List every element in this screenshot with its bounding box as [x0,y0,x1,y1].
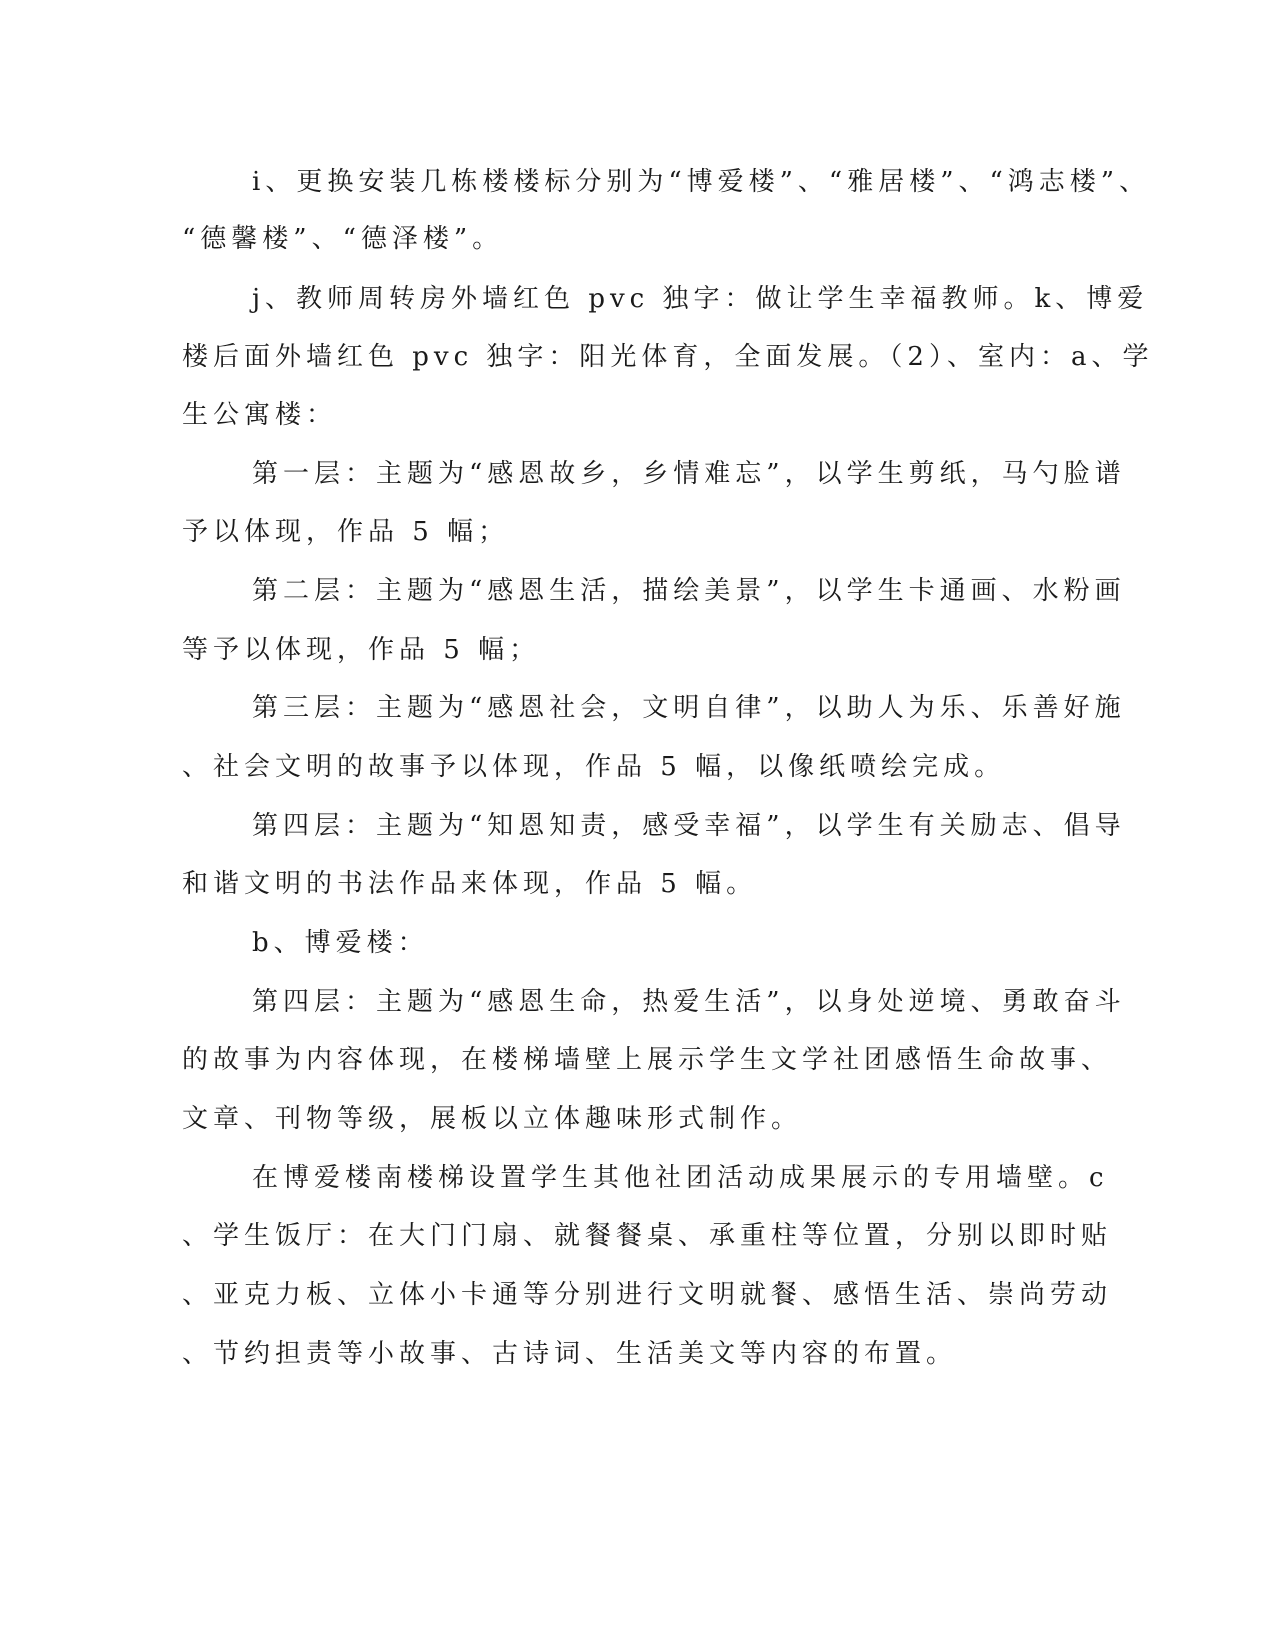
text-line: i、更换安装几栋楼楼标分别为“博爱楼”、“雅居楼”、“鸿志楼”、 [252,167,1151,197]
text-line: 文章、刊物等级，展板以立体趣味形式制作。 [182,1104,803,1134]
text-line: 生公寓楼： [182,400,338,430]
text-line: 予以体现，作品 5 幅； [182,517,510,547]
text-line: 第三层：主题为“感恩社会，文明自律”，以助人为乐、乐善好施 [252,693,1126,723]
text-line: 、节约担责等小故事、古诗词、生活美文等内容的布置。 [182,1339,958,1369]
text-line: 第一层：主题为“感恩故乡，乡情难忘”，以学生剪纸，马勺脸谱 [252,459,1126,489]
text-line: j、教师周转房外墙红色 pvc 独字：做让学生幸福教师。k、博爱 [252,284,1149,314]
text-line: 在博爱楼南楼梯设置学生其他社团活动成果展示的专用墙壁。c [252,1163,1109,1193]
text-line: 第四层：主题为“感恩生命，热爱生活”，以身处逆境、勇敢奋斗 [252,987,1126,1017]
text-line: 、学生饭厅：在大门门扇、就餐餐桌、承重柱等位置，分别以即时贴 [182,1221,1113,1251]
text-line: 、社会文明的故事予以体现，作品 5 幅，以像纸喷绘完成。 [182,752,1006,782]
text-line: 的故事为内容体现，在楼梯墙壁上展示学生文学社团感悟生命故事、 [182,1045,1113,1075]
text-line: b、博爱楼： [252,928,429,958]
text-line: 、亚克力板、立体小卡通等分别进行文明就餐、感悟生活、崇尚劳动 [182,1280,1113,1310]
text-line: “德馨楼”、“德泽楼”。 [182,224,504,254]
text-line: 第四层：主题为“知恩知责，感受幸福”，以学生有关励志、倡导 [252,811,1126,841]
text-line: 第二层：主题为“感恩生活，描绘美景”，以学生卡通画、水粉画 [252,576,1126,606]
text-line: 和谐文明的书法作品来体现，作品 5 幅。 [182,869,758,899]
text-line: 楼后面外墙红色 pvc 独字：阳光体育，全面发展。（2）、室内：a、学 [182,342,1154,372]
text-line: 等予以体现，作品 5 幅； [182,635,541,665]
